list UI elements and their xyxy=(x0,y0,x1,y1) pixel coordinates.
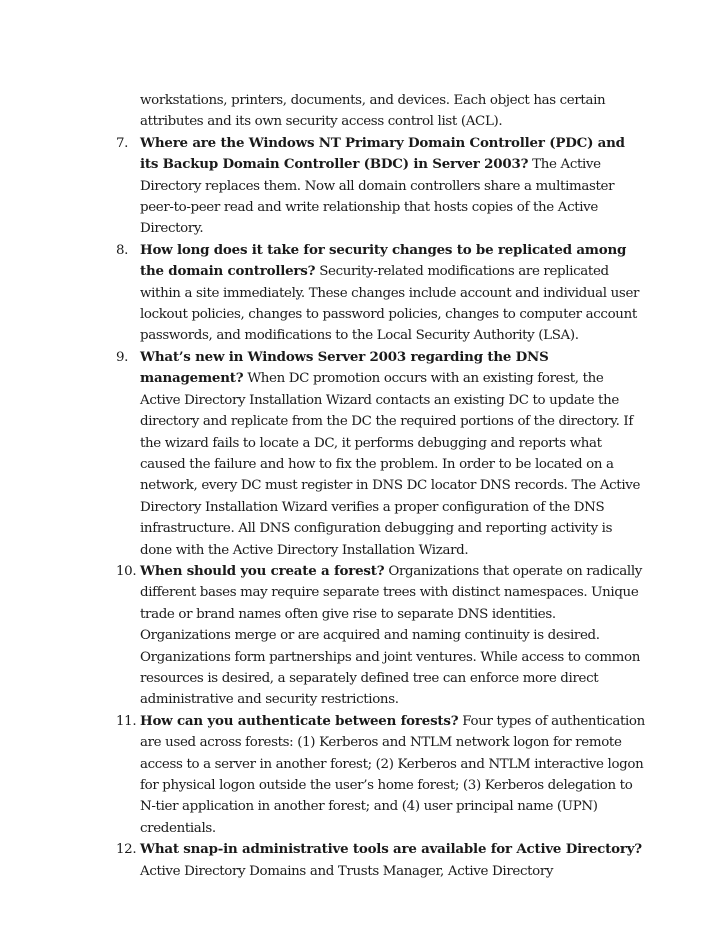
item-number: 10. xyxy=(116,563,137,579)
list-item xyxy=(116,561,646,711)
answer-text: Security-related modifications are replicated within a site immediately. These changes include account and individual user lockout policies, changes to password policies, changes to computer account passwords, and modifications to the Local Security Authority (LSA). xyxy=(140,264,640,344)
list-item xyxy=(116,133,646,240)
item-number: 12. xyxy=(116,842,137,858)
question-text: Where are the Windows NT Primary Domain Controller (PDC) and its Backup Domain Controller (BDC) in Server 2003? xyxy=(140,134,625,173)
answer-text: When DC promotion occurs with an existing forest, the Active Directory Installation Wizard contacts an existing DC to update the directory and replicate from the DC the required portions of the directory. If the wizard fails to locate a DC, it performs debugging and reports what caused the failure and how to fix the problem. In order to be located on a network, every DC must register in DNS DC locator DNS records. The Active Directory Installation Wizard verifies a proper configuration of the DNS infrastructure. All DNS configuration debugging and reporting activity is done with the Active Directory Installation Wizard. xyxy=(140,371,641,558)
list-item xyxy=(116,711,646,839)
item-number: 8. xyxy=(116,242,129,258)
question-text: What’s new in Windows Server 2003 regarding the DNS management? xyxy=(140,348,549,387)
item-number: 9. xyxy=(116,349,129,365)
question-text: When should you create a forest? xyxy=(140,562,385,579)
question-text: What snap-in administrative tools are available for Active Directory? xyxy=(140,841,642,858)
answer-text: Four types of authentication are used across forests: (1) Kerberos and NTLM network logon for remote access to a server in another forest; (2) Kerberos and NTLM interactive logon for physical logon outside the user’s home forest; (3) Kerberos delegation to N-tier application in another forest; and (4) user principal name (UPN) credentials. xyxy=(140,713,645,836)
list-item xyxy=(116,839,646,882)
document-body xyxy=(116,90,646,882)
continued-paragraph: workstations, printers, documents, and devices. Each object has certain attributes and its own security access control list (ACL). xyxy=(140,93,606,130)
answer-text: Active Directory Domains and Trusts Manager, Active Directory xyxy=(140,863,554,879)
list-item xyxy=(116,347,646,561)
question-text: How long does it take for security changes to be replicated among the domain controllers? xyxy=(140,241,627,280)
list-item xyxy=(116,240,646,347)
item-number: 11. xyxy=(116,713,137,729)
item-number: 7. xyxy=(116,135,129,151)
question-list xyxy=(116,133,646,882)
answer-text: Organizations that operate on radically different bases may require separate trees with distinct namespaces. Unique trade or brand names often give rise to separate DNS identities. Organizations merge or are acquired and naming continuity is desired. Organizations form partnerships and joint ventures. While access to common resources is desired, a separately defined tree can enforce more direct administrative and security restrictions. xyxy=(140,563,642,708)
question-text: How can you authenticate between forests? xyxy=(140,712,459,729)
answer-text: The Active Directory replaces them. Now all domain controllers share a multimaster peer-to-peer read and write relationship that hosts copies of the Active Directory. xyxy=(140,157,615,237)
